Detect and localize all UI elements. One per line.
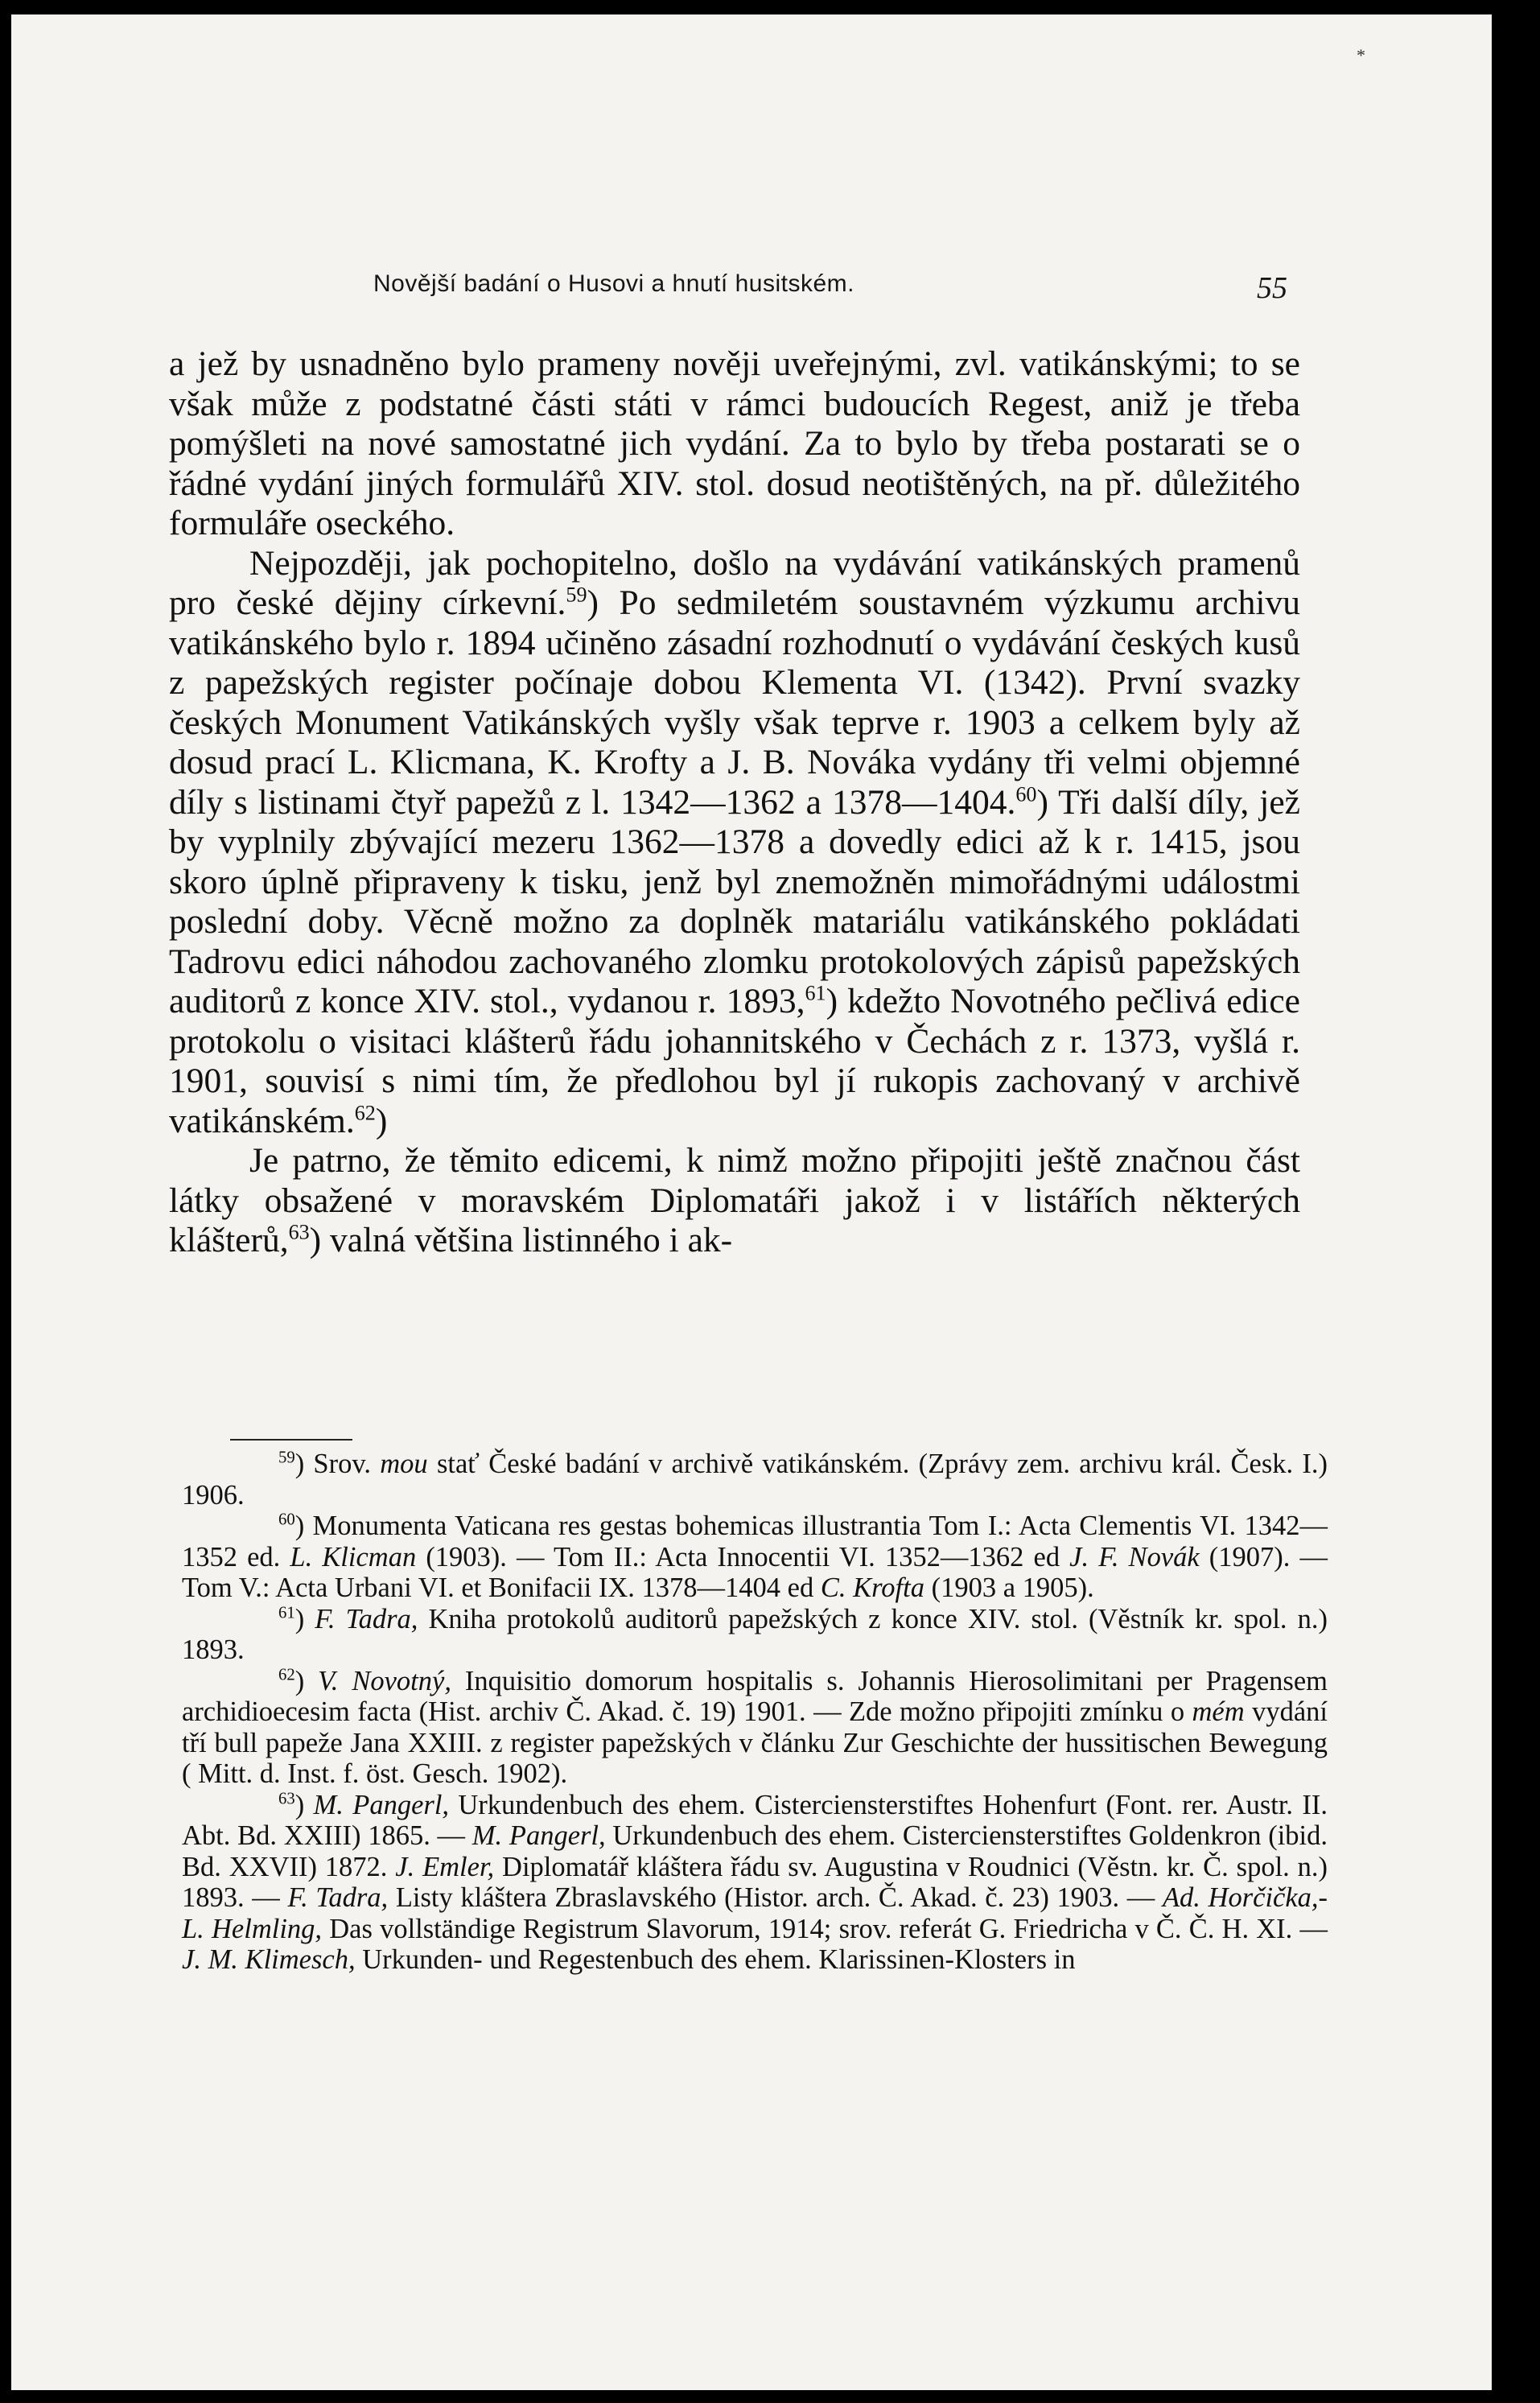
author-name: mém [1192,1696,1245,1727]
footnote-ref: 63 [278,1790,295,1807]
text-run: Urkundenbuch des ehem. Cisterciensterstiftes Hohenfurt (Font. rer. Austr. II. Abt. Bd. XXIII) 1865. — [182,1789,1328,1851]
text-run: ) Monumenta Vaticana res gestas bohemicas illustrantia Tom I.: Acta Clementis VI. 1342—1352 ed. [182,1511,1328,1572]
author-name: Ad. Horčička,-L. Helmling, [182,1882,1328,1944]
page-number: 55 [1257,271,1287,305]
text-run: stať České badání v archivě vatikánském. (Zprávy zem. archivu král. Česk. I.) 1906. [182,1449,1328,1511]
author-name: M. Pangerl, [471,1820,606,1851]
text-run: ) [294,1789,314,1820]
text-run: (1903). — Tom II.: Acta Innocentii VI. 1352—1362 ed [416,1541,1070,1572]
footnote-ref: 61 [805,981,826,1005]
footnote-ref: 60 [1015,782,1037,806]
text-run: Kniha protokolů auditorů papežských z konce XIV. stol. (Věstník kr. spol. n.) 1893. [182,1603,1328,1665]
footnote-ref: 59 [566,583,587,607]
text-run: ) kdežto Novotného pečlivá edice protokolu o visitaci klášterů řádu johannitského v Čechách z r. 1373, vyšlá r. 1901, souvisí s nimi tím, že předlohou byl jí rukopis zachovaný v archivě vatikánském. [169,982,1300,1140]
footnote [182,1511,1328,1604]
text-run: vydání tří bull papeže Jana XXIII. z register papežských v článku Zur Geschichte der hussitischen Bewegung ( Mitt. d. Inst. f. öst. Gesch. 1902). [182,1696,1328,1789]
author-name: L. Klicman [290,1541,417,1572]
footnote [182,1604,1328,1666]
text-run: ) valná většina listinného i ak- [309,1221,733,1259]
footnotes [182,1449,1328,1976]
footnote-ref: 62 [278,1666,295,1684]
text-run: ) Tři další díly, jež by vyplnily zbývající mezeru 1362—1378 a dovedly edici až k r. 1415, jsou skoro úplně připraveny k tisku, jenž byl znemožněn mimořádnými událostmi poslední doby. Věcně možno za doplněk matariálu vatikánského pokládati Tadrovu edici náhodou zachovaného zlomku protokolových zápisů papežských auditorů z konce XIV. stol., vydanou r. 1893, [169,782,1300,1020]
running-title: Novější badání o Husovi a hnutí husitském. [373,270,854,297]
body-paragraph [169,344,1300,544]
footnote-rule [230,1439,352,1441]
footnote-ref: 61 [278,1604,295,1622]
text-run: Inquisitio domorum hospitalis s. Johannis Hierosolimitani per Pragensem archidioecesim facta (Hist. archiv Č. Akad. č. 19) 1901. — Zde možno připojiti zmínku o [182,1665,1328,1727]
author-name: M. Pangerl, [313,1789,450,1820]
text-run: Urkundenbuch des ehem. Cisterciensterstiftes Goldenkron (ibid. Bd. XXVII) 1872. [182,1820,1328,1882]
footnote-ref: 62 [354,1101,376,1124]
author-name: F. Tadra, [315,1603,418,1634]
text-run: Diplomatář kláštera řádu sv. Augustina v Roudnici (Věstn. kr. Č. spol. n.) 1893. — [182,1851,1328,1913]
footnote-ref: 59 [278,1449,295,1467]
author-name: C. Krofta [820,1572,924,1603]
text-run: a jež by usnadněno bylo prameny nověji uveřejnými, zvl. vatikánskými; to se však může z podstatné části státi v rámci budoucích Regest, aniž je třeba pomýšleti na nové samostatné jich vydání. Za to bylo by třeba postarati se o řádné vydání jiných formulářů XIV. stol. dosud neotištěných, na př. důležitého formuláře oseckého. [169,344,1300,542]
main-text [169,344,1300,1261]
author-name: V. Novotný, [318,1665,451,1696]
text-run: (1907). — Tom V.: Acta Urbani VI. et Bonifacii IX. 1378—1404 ed [182,1541,1328,1603]
author-name: J. F. Novák [1069,1541,1200,1572]
footnote [182,1790,1328,1976]
body-paragraph [169,1141,1300,1261]
text-run: ) [375,1101,388,1140]
text-run: Je patrno, že těmito edicemi, k nimž možno připojiti ještě značnou část látky obsažené v moravském Diplomatáři jakož i v listářích některých klášterů, [169,1141,1300,1259]
book-page [11,14,1492,2390]
text-run: ) [294,1603,315,1634]
text-run: Das vollständige Registrum Slavorum, 1914; srov. referát G. Friedricha v Č. Č. H. XI. — [322,1913,1328,1944]
text-run: ) Srov. [294,1449,381,1479]
text-run: ) [294,1665,319,1696]
footnote [182,1449,1328,1511]
footnote-ref: 63 [288,1220,310,1244]
text-run: (1903 a 1905). [924,1572,1094,1603]
body-paragraph [169,544,1300,1142]
footnote-ref: 60 [278,1511,295,1529]
footnote [182,1666,1328,1790]
text-run: Nejpozději, jak pochopitelno, došlo na vydávání vatikánských pramenů pro české dějiny církevní. [169,543,1300,622]
author-name: F. Tadra, [287,1882,389,1913]
corner-mark: * [1357,45,1365,65]
text-run: Listy kláštera Zbraslavského (Histor. arch. Č. Akad. č. 23) 1903. — [388,1882,1163,1913]
author-name: J. M. Klimesch, [182,1944,356,1975]
text-run: ) Po sedmiletém soustavném výzkumu archivu vatikánského bylo r. 1894 učiněno zásadní rozhodnutí o vydávání českých kusů z papežských register počínaje dobou Klementa VI. (1342). První svazky českých Monument Vatikánských vyšly však teprve r. 1903 a celkem byly až dosud prací L. Klicmana, K. Krofty a J. B. Nováka vydány tři velmi objemné díly s listinami čtyř papežů z l. 1342—1362 a 1378—1404. [169,583,1300,822]
author-name: mou [380,1449,428,1479]
author-name: J. Emler, [395,1851,495,1882]
text-run: Urkunden- und Regestenbuch des ehem. Klarissinen-Klosters in [355,1944,1076,1975]
